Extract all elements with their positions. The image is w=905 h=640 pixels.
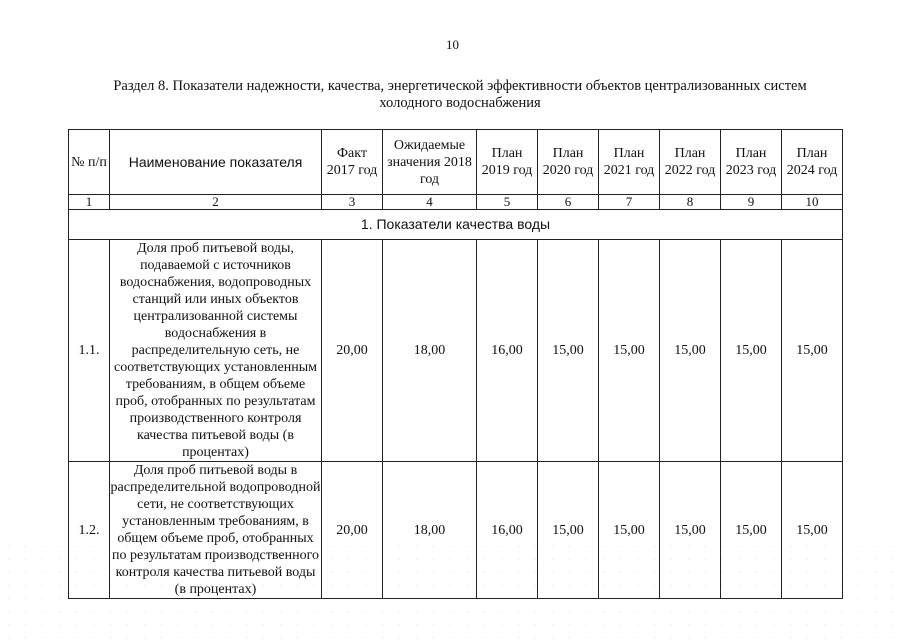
column-number: 1 [69,195,110,210]
section-title-line-2: холодного водоснабжения [379,95,541,111]
value-plan-2019: 16,00 [477,240,538,462]
value-plan-2024: 15,00 [782,462,843,599]
column-number: 3 [322,195,383,210]
header-plan-2020: План 2020 год [538,130,599,195]
scan-noise [0,540,905,640]
column-number: 2 [110,195,322,210]
header-plan-2024: План 2024 год [782,130,843,195]
header-row [69,130,843,195]
value-plan-2019: 16,00 [477,462,538,599]
indicators-table [68,129,843,599]
row-number: 1.1. [69,240,110,462]
header-plan-2021: План 2021 год [599,130,660,195]
header-expected: Ожидаемые значения 2018 год [383,130,477,195]
value-expected-2018: 18,00 [383,462,477,599]
value-plan-2022: 15,00 [660,240,721,462]
table-row [69,240,843,462]
value-expected-2018: 18,00 [383,240,477,462]
page-number: 10 [446,37,459,52]
section-title [80,78,840,112]
group-title: 1. Показатели качества воды [69,210,843,240]
header-plan-2023: План 2023 год [721,130,782,195]
value-plan-2022: 15,00 [660,462,721,599]
column-number: 4 [383,195,477,210]
value-plan-2020: 15,00 [538,462,599,599]
group-row [69,210,843,240]
header-name: Наименование показателя [110,130,322,195]
header-fact: Факт 2017 год [322,130,383,195]
column-number: 6 [538,195,599,210]
header-num: № п/п [69,130,110,195]
value-plan-2020: 15,00 [538,240,599,462]
value-fact-2017: 20,00 [322,462,383,599]
column-number: 5 [477,195,538,210]
value-plan-2023: 15,00 [721,240,782,462]
value-plan-2023: 15,00 [721,462,782,599]
column-number: 8 [660,195,721,210]
section-title-line-1: Раздел 8. Показатели надежности, качества, энергетической эффективности объектов централизованных систем [113,78,807,94]
indicator-name: Доля проб питьевой воды в распределительной водопроводной сети, не соответствующих установленным требованиям, в общем объеме проб, отобранных по результатам производственного контроля качества питьевой воды (в процентах) [110,463,321,597]
column-number: 7 [599,195,660,210]
column-number: 10 [782,195,843,210]
value-fact-2017: 20,00 [322,240,383,462]
value-plan-2021: 15,00 [599,240,660,462]
row-number: 1.2. [69,462,110,599]
column-number-row [69,195,843,210]
indicator-name: Доля проб питьевой воды, подаваемой с источников водоснабжения, водопроводных станций или иных объектов централизованной системы водоснабжения в распределительную сеть, не соответствующих установленным требованиям, в общем объеме проб, отобранных по результатам производственного контроля качества питьевой воды (в процентах) [110,240,322,462]
header-plan-2022: План 2022 год [660,130,721,195]
header-plan-2019: План 2019 год [477,130,538,195]
value-plan-2021: 15,00 [599,462,660,599]
column-number: 9 [721,195,782,210]
value-plan-2024: 15,00 [782,240,843,462]
